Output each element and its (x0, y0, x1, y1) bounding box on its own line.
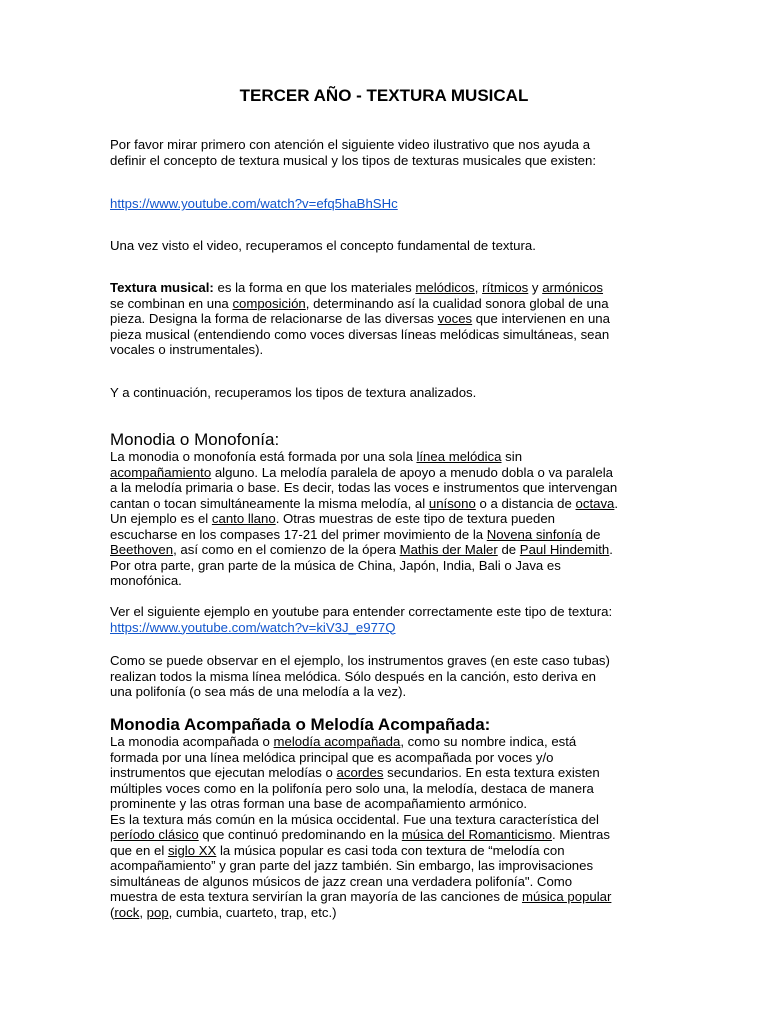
acompanada-line: Es la textura más común en la música occidental. Fue una textura característica del (110, 811, 599, 827)
link-mathis-der-maler[interactable]: Mathis der Maler (399, 542, 498, 557)
intro-line: definir el concepto de textura musical y los tipos de texturas musicales que existen: (110, 152, 596, 168)
heading-monodia: Monodia o Monofonía: (110, 430, 280, 449)
text-span: , así como en el comienzo de la ópera (173, 542, 400, 557)
text-span: La monodia acompañada o (110, 734, 274, 749)
acompanada-line: prominente y las otras forman una base de acompañamiento armónico. (110, 796, 528, 811)
text-span: se combinan en una (110, 295, 233, 311)
text-span: , como su nombre indica, está (400, 734, 577, 749)
text-span: y (528, 280, 543, 295)
video-link-paragraph (110, 196, 670, 212)
text-span: , determinando así la cualidad sonora global de una (305, 295, 609, 311)
text-span: sin (501, 449, 523, 464)
acompanada-line: formada por una línea melódica principal que es acompañada por voces y/o (110, 749, 554, 765)
definition-paragraph (110, 280, 670, 358)
text-span: la música popular es casi toda con textura de “melodía con (216, 842, 565, 858)
link-musica-romanticismo[interactable]: música del Romanticismo (401, 827, 553, 842)
example-paragraph (110, 604, 670, 635)
acompanada-line: acompañamiento” y gran parte del jazz también. Sin embargo, las improvisaciones (110, 858, 594, 873)
link-melodicos[interactable]: melódicos (415, 280, 475, 295)
text-span: , (474, 280, 483, 295)
link-rock[interactable]: rock (114, 904, 140, 920)
video-link-2[interactable]: https://www.youtube.com/watch?v=kiV3J_e977Q (110, 619, 396, 635)
link-unisono[interactable]: unísono (428, 495, 476, 511)
link-musica-popular[interactable]: música popular (521, 889, 612, 904)
link-acordes[interactable]: acordes (336, 765, 384, 780)
text-span: de (582, 526, 601, 542)
definition-line: vocales o instrumentales). (110, 342, 264, 357)
text-span: alguno. La melodía paralela de apoyo a menudo dobla o va paralela (211, 464, 613, 480)
text-span: La monodia o monofonía está formada por una sola (110, 449, 417, 464)
observation-line: una polifonía (o sea más de una melodía a la vez). (110, 684, 407, 699)
text-span: . Mientras (552, 827, 610, 842)
link-canto-llano[interactable]: canto llano (211, 511, 276, 526)
text-span: . Otras muestras de este tipo de textura pueden (275, 511, 555, 526)
link-ritmicos[interactable]: rítmicos (482, 280, 529, 295)
document-title: TERCER AÑO - TEXTURA MUSICAL (239, 86, 529, 105)
text-span: , cumbia, cuarteto, trap, etc.) (168, 904, 337, 920)
example-intro: Ver el siguiente ejemplo en youtube para entender correctamente este tipo de textura: (110, 604, 613, 619)
link-octava[interactable]: octava (575, 495, 615, 511)
link-armonicos[interactable]: armónicos (542, 280, 604, 295)
intro-paragraph (110, 137, 670, 168)
text-span: . (609, 542, 613, 557)
link-acompanamiento[interactable]: acompañamiento (110, 464, 212, 480)
text-span: o a distancia de (475, 495, 576, 511)
text-span: que en el (110, 842, 168, 858)
acompanada-paragraph (110, 734, 670, 920)
observation-paragraph (110, 653, 670, 700)
text-span: secundarios. En esta textura existen (383, 765, 600, 780)
video-link-1[interactable]: https://www.youtube.com/watch?v=efq5haBhSHc (110, 196, 398, 211)
text-span: muestra de esta textura servirían la gran mayoría de las canciones de (110, 889, 522, 904)
text-span: de (497, 542, 520, 557)
text-span: es la forma en que los materiales (213, 280, 416, 295)
link-linea-melodica[interactable]: línea melódica (416, 449, 502, 464)
text-span: que intervienen en una (472, 311, 610, 326)
heading-monodia-acompanada: Monodia Acompañada o Melodía Acompañada: (110, 715, 491, 734)
text-span: instrumentos que ejecutan melodías o (110, 765, 337, 780)
link-periodo-clasico[interactable]: período clásico (110, 827, 199, 842)
link-siglo-xx[interactable]: siglo XX (167, 842, 217, 858)
monodia-line: Por otra parte, gran parte de la música de China, Japón, India, Bali o Java es (110, 557, 561, 573)
monodia-paragraph (110, 449, 670, 589)
monodia-line: a la melodía primaria o base. Es decir, todas las voces e instrumentos que intervengan (110, 480, 618, 495)
monodia-line: monofónica. (110, 573, 182, 588)
acompanada-line: simultáneas de algunos músicos de jazz crean una verdadera polifonía". Como (110, 873, 573, 889)
text-span: . (614, 495, 619, 511)
link-pop[interactable]: pop (146, 904, 169, 920)
acompanada-line: múltiples voces como en la polifonía pero solo una, la melodía, destaca de manera (110, 780, 594, 796)
observation-line: Como se puede observar en el ejemplo, los instrumentos graves (en este caso tubas) (110, 653, 610, 668)
next-paragraph: Y a continuación, recuperamos los tipos de textura analizados. (110, 385, 477, 400)
observation-line: realizan todos la misma línea melódica. Sólo después en la canción, esto deriva en (110, 668, 597, 684)
text-span: cantan o tocan simultáneamente la misma melodía, al (110, 495, 429, 511)
link-novena-sinfonia[interactable]: Novena sinfonía (486, 526, 583, 542)
intro-line: Por favor mirar primero con atención el siguiente video ilustrativo que nos ayuda a (110, 137, 591, 152)
link-paul-hindemith[interactable]: Paul Hindemith (519, 542, 610, 557)
link-composicion[interactable]: composición (232, 295, 306, 311)
text-span: , (139, 904, 147, 920)
link-melodia-acompanada[interactable]: melodía acompañada (273, 734, 401, 749)
text-span: que continuó predominando en la (198, 827, 402, 842)
text-span: escucharse en los compases 17-21 del primer movimiento de la (110, 526, 487, 542)
definition-line: pieza musical (entendiendo como voces diversas líneas melódicas simultáneas, sean (110, 326, 610, 342)
link-voces[interactable]: voces (437, 311, 473, 326)
definition-term: Textura musical: (110, 280, 214, 295)
link-beethoven[interactable]: Beethoven (110, 542, 174, 557)
text-span: pieza. Designa la forma de relacionarse de las diversas (110, 311, 438, 326)
recap-paragraph: Una vez visto el video, recuperamos el concepto fundamental de textura. (110, 238, 536, 253)
text-span: Un ejemplo es el (110, 511, 212, 526)
text-span: ( (110, 904, 115, 920)
